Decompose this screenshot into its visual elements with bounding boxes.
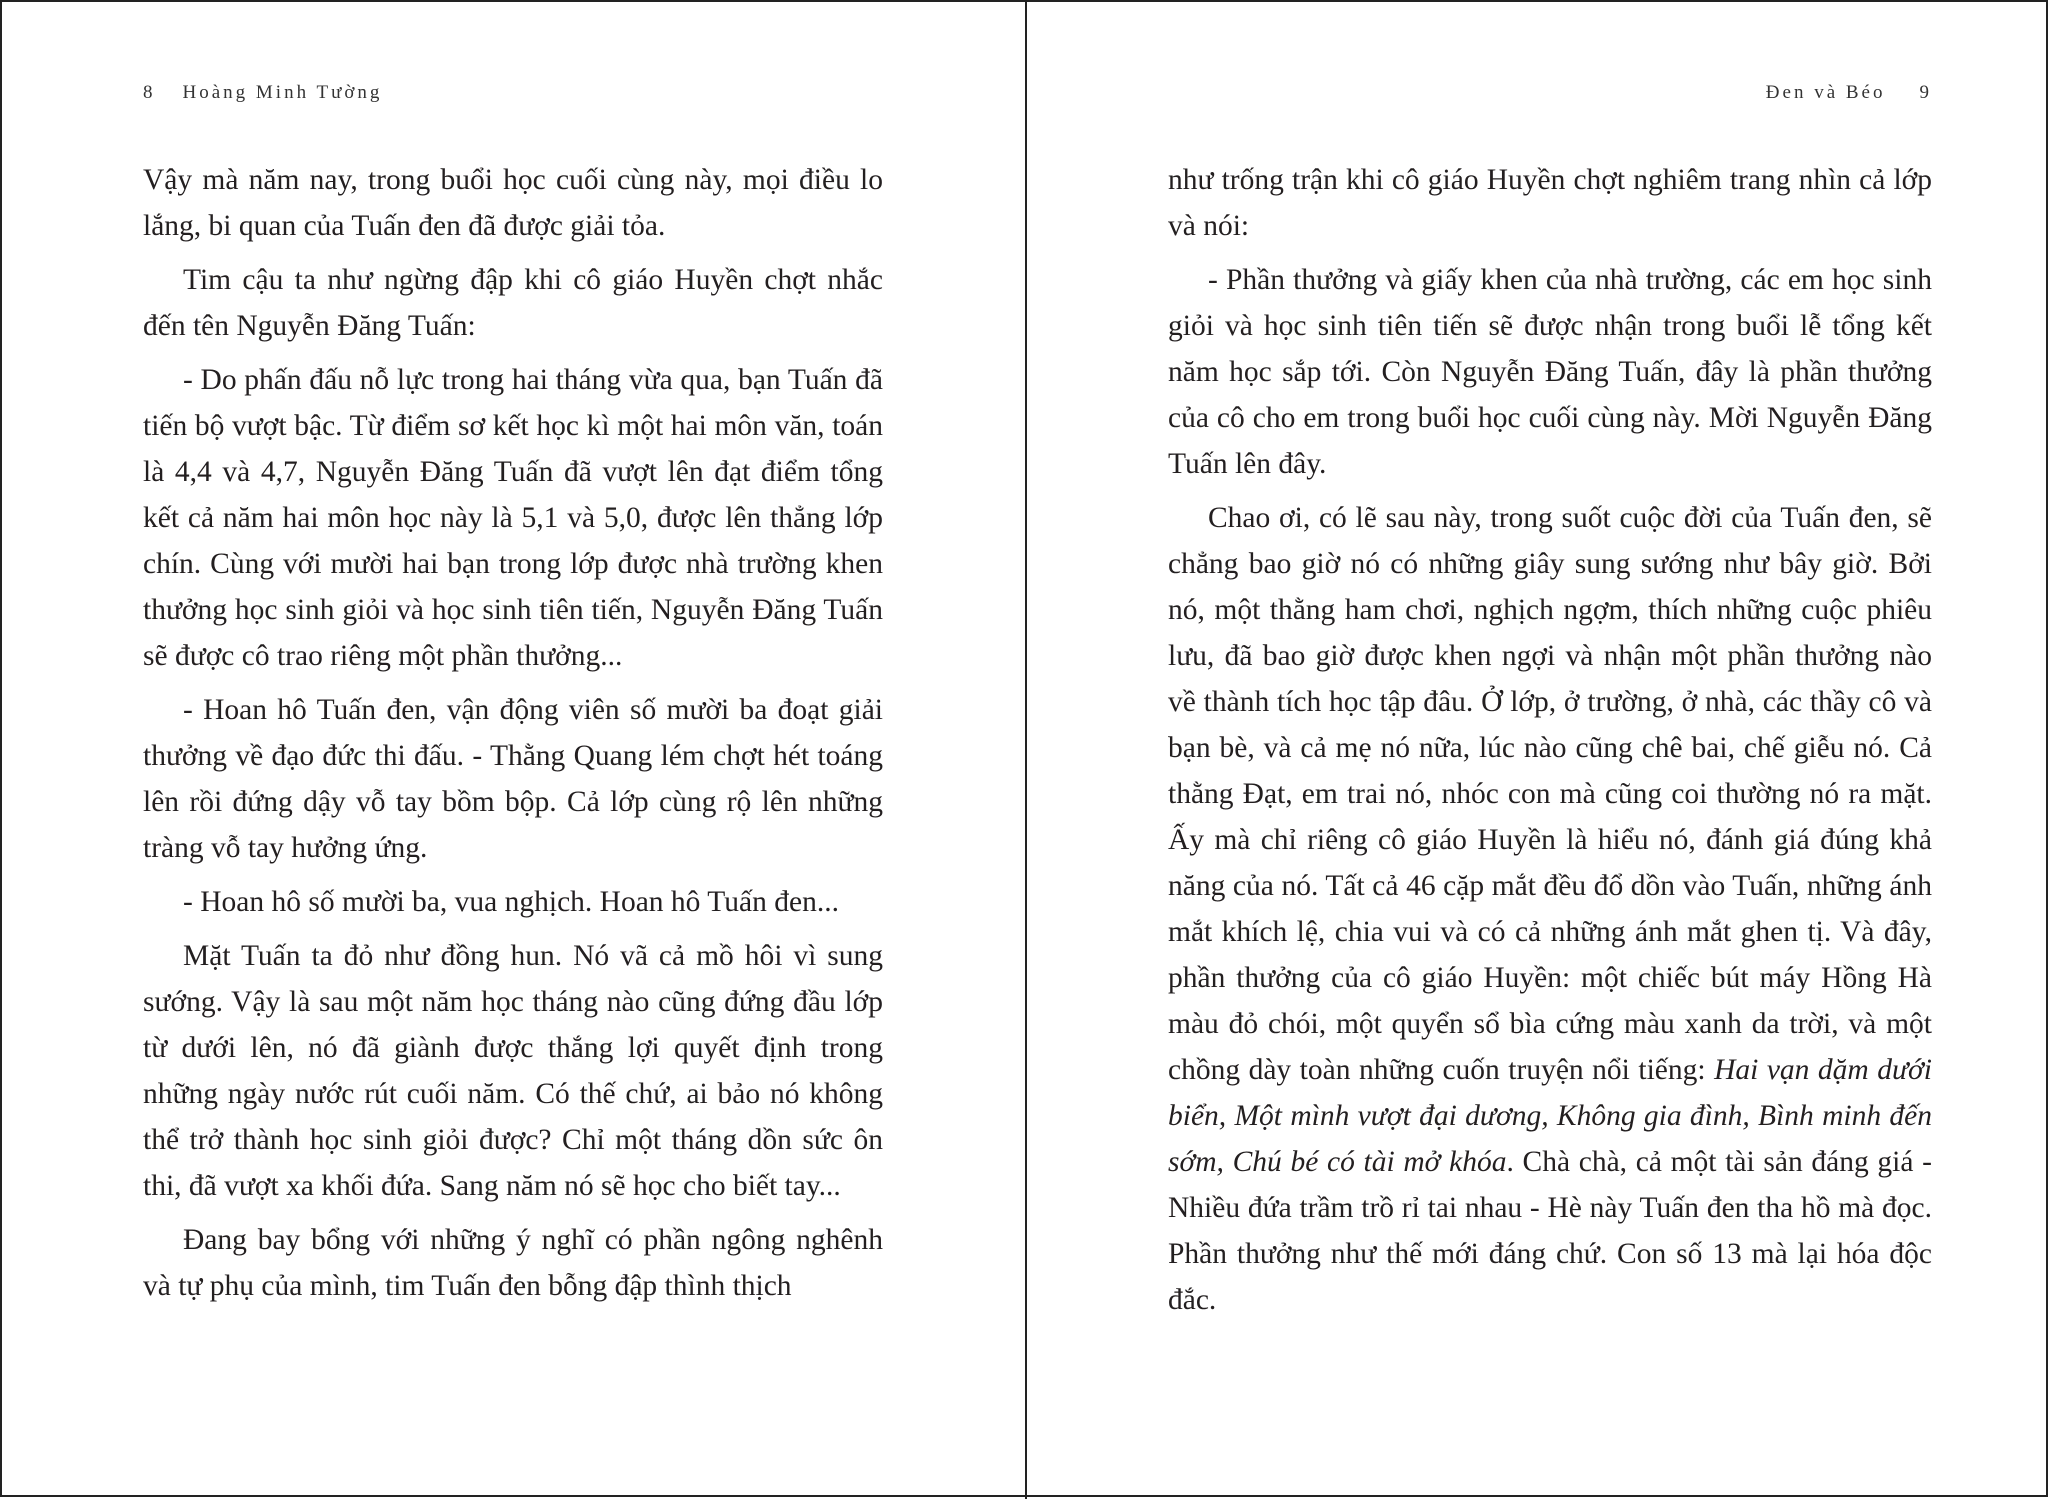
left-paragraph-1: Vậy mà năm nay, trong buổi học cuối cùng này, mọi điều lo lắng, bi quan của Tuấn đen đã được giải tỏa. bbox=[143, 164, 883, 242]
right-running-head bbox=[1766, 82, 1929, 104]
right-book-title: Đen và Béo bbox=[1765, 82, 1886, 103]
right-paragraph-3-tail: . Chà chà, cả một tài sản đáng giá - Nhiều đứa trầm trồ rỉ tai nhau - Hè này Tuấn đen tha hồ mà đọc. Phần thưởng như thế mới đáng chứ. Con số 13 mà lại hóa độc đắc. bbox=[1168, 1146, 1932, 1316]
left-running-head bbox=[143, 82, 382, 104]
right-paragraph-3 bbox=[1168, 495, 1932, 1323]
left-paragraph-2: Tim cậu ta như ngừng đập khi cô giáo Huyền chợt nhắc đến tên Nguyễn Đăng Tuấn: bbox=[143, 264, 883, 342]
left-paragraph-7: Đang bay bổng với những ý nghĩ có phần ngông nghênh và tự phụ của mình, tim Tuấn đen bỗng đập thình thịch bbox=[143, 1224, 883, 1302]
right-paragraph-1: như trống trận khi cô giáo Huyền chợt nghiêm trang nhìn cả lớp và nói: bbox=[1168, 164, 1932, 242]
right-body-text bbox=[1168, 157, 1932, 1331]
left-page-number: 8 bbox=[143, 82, 153, 103]
right-page-number: 9 bbox=[1919, 82, 1929, 103]
left-paragraph-5: - Hoan hô số mười ba, vua nghịch. Hoan hô Tuấn đen... bbox=[183, 886, 839, 918]
left-paragraph-4: - Hoan hô Tuấn đen, vận động viên số mười ba đoạt giải thưởng về đạo đức thi đấu. - Thằng Quang lém chợt hét toáng lên rồi đứng dậy vỗ tay bồm bộp. Cả lớp cùng rộ lên những tràng vỗ tay hưởng ứng. bbox=[143, 694, 883, 864]
book-titles-italic: Hai vạn dặm dưới biển, Một mình vượt đại dương, Không gia đình, Bình minh đến sớm, Chú bé có tài mở khóa bbox=[1168, 1054, 1932, 1178]
right-paragraph-2: - Phần thưởng và giấy khen của nhà trường, các em học sinh giỏi và học sinh tiên tiến sẽ được nhận trong buổi lễ tổng kết năm học sắp tới. Còn Nguyễn Đăng Tuấn, đây là phần thưởng của cô cho em trong buổi học cuối cùng này. Mời Nguyễn Đăng Tuấn lên đây. bbox=[1168, 264, 1932, 480]
right-page bbox=[1027, 2, 2048, 1499]
left-author-name: Hoàng Minh Tường bbox=[182, 82, 383, 103]
right-paragraph-3-text: Chao ơi, có lẽ sau này, trong suốt cuộc đời của Tuấn đen, sẽ chẳng bao giờ nó có những giây sung sướng như bây giờ. Bởi nó, một thằng ham chơi, nghịch ngợm, thích những cuộc phiêu lưu, đã bao giờ được khen ngợi và nhận một phần thưởng nào về thành tích học tập đâu. Ở lớp, ở trường, ở nhà, các thầy cô và bạn bè, và cả mẹ nó nữa, lúc nào cũng chê bai, chế giễu nó. Cả thằng Đạt, em trai nó, nhóc con mà cũng coi thường nó ra mặt. Ấy mà chỉ riêng cô giáo Huyền là hiểu nó, đánh giá đúng khả năng của nó. Tất cả 46 cặp mắt đều đổ dồn vào Tuấn, những ánh mắt khích lệ, chia vui và có cả những ánh mắt ghen tị. Và đây, phần thưởng của cô giáo Huyền: một chiếc bút máy Hồng Hà màu đỏ chói, một quyển sổ bìa cứng màu xanh da trời, và một chồng dày toàn những cuốn truyện nổi tiếng: bbox=[1168, 502, 1932, 1086]
left-paragraph-3: - Do phấn đấu nỗ lực trong hai tháng vừa qua, bạn Tuấn đã tiến bộ vượt bậc. Từ điểm sơ kết học kì một hai môn văn, toán là 4,4 và 4,7, Nguyễn Đăng Tuấn đã vượt lên đạt điểm tổng kết cả năm hai môn học này là 5,1 và 5,0, được lên thẳng lớp chín. Cùng với mười hai bạn trong lớp được nhà trường khen thưởng học sinh giỏi và học sinh tiên tiến, Nguyễn Đăng Tuấn sẽ được cô trao riêng một phần thưởng... bbox=[143, 364, 883, 672]
left-page bbox=[2, 2, 1025, 1499]
left-body-text bbox=[143, 157, 883, 1317]
left-paragraph-6: Mặt Tuấn ta đỏ như đồng hun. Nó vã cả mồ hôi vì sung sướng. Vậy là sau một năm học tháng nào cũng đứng đầu lớp từ dưới lên, nó đã giành được thắng lợi quyết định trong những ngày nước rút cuối năm. Có thế chứ, ai bảo nó không thể trở thành học sinh giỏi được? Chỉ một tháng dồn sức ôn thi, đã vượt xa khối đứa. Sang năm nó sẽ học cho biết tay... bbox=[143, 940, 883, 1202]
